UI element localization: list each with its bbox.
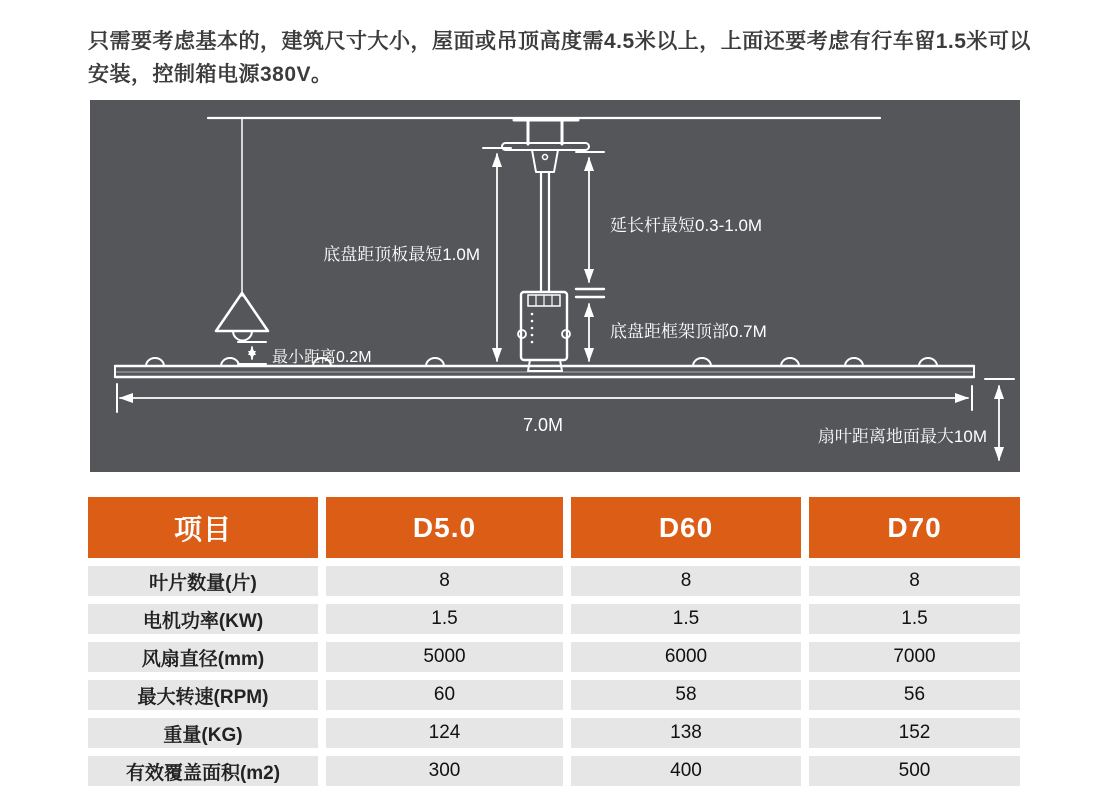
spec-row-label-motor-power: 电机功率(KW) (88, 604, 318, 634)
ceiling-mount (502, 120, 589, 172)
dimension-chassis-to-ceiling (483, 148, 511, 361)
spec-cell: 138 (571, 718, 801, 748)
dimension-extension-rod (576, 152, 604, 297)
spec-cell: 1.5 (326, 604, 563, 634)
min-distance-dimension (238, 342, 266, 364)
spec-cell: 60 (326, 680, 563, 710)
spec-header-item: 项目 (88, 497, 318, 558)
spec-row-label-max-speed: 最大转速(RPM) (88, 680, 318, 710)
spec-header-d60: D60 (571, 497, 801, 558)
spec-cell: 124 (326, 718, 563, 748)
label-extension-rod: 延长杆最短0.3-1.0M (610, 216, 763, 235)
spec-header-d50: D5.0 (326, 497, 563, 558)
installation-diagram (90, 100, 1020, 472)
dimension-diameter (117, 384, 972, 412)
spec-cell: 400 (571, 756, 801, 786)
label-chassis-to-frame: 底盘距框架顶部0.7M (610, 322, 767, 341)
spec-table (88, 497, 1020, 786)
spec-cell: 1.5 (809, 604, 1020, 634)
dimension-blade-to-ground (985, 379, 1014, 460)
spec-row-label-coverage: 有效覆盖面积(m2) (88, 756, 318, 786)
spec-cell: 1.5 (571, 604, 801, 634)
label-blade-to-ground: 扇叶距离地面最大10M (817, 427, 987, 446)
spec-row-label-diameter: 风扇直径(mm) (88, 642, 318, 672)
hanging-lamp (216, 118, 268, 341)
spec-cell: 5000 (326, 642, 563, 672)
label-chassis-to-ceiling: 底盘距顶板最短1.0M (323, 245, 480, 264)
spec-cell: 56 (809, 680, 1020, 710)
spec-cell: 152 (809, 718, 1020, 748)
label-min-distance: 最小距离0.2M (272, 349, 372, 366)
fan-dimension-drawing (90, 100, 1020, 472)
spec-cell: 8 (571, 566, 801, 596)
motor-unit (518, 292, 570, 371)
spec-row-label-weight: 重量(KG) (88, 718, 318, 748)
label-fan-diameter: 7.0M (522, 415, 564, 435)
spec-cell: 58 (571, 680, 801, 710)
spec-cell: 6000 (571, 642, 801, 672)
spec-cell: 300 (326, 756, 563, 786)
intro-text: 只需要考虑基本的，建筑尺寸大小，屋面或吊顶高度需4.5米以上，上面还要考虑有行车留1.5米可以安装，控制箱电源380V。 (88, 30, 1031, 86)
spec-cell: 500 (809, 756, 1020, 786)
spec-cell: 8 (326, 566, 563, 596)
spec-cell: 8 (809, 566, 1020, 596)
spec-cell: 7000 (809, 642, 1020, 672)
extension-rod (541, 172, 549, 292)
spec-header-d70: D70 (809, 497, 1020, 558)
spec-row-label-blades: 叶片数量(片) (88, 566, 318, 596)
